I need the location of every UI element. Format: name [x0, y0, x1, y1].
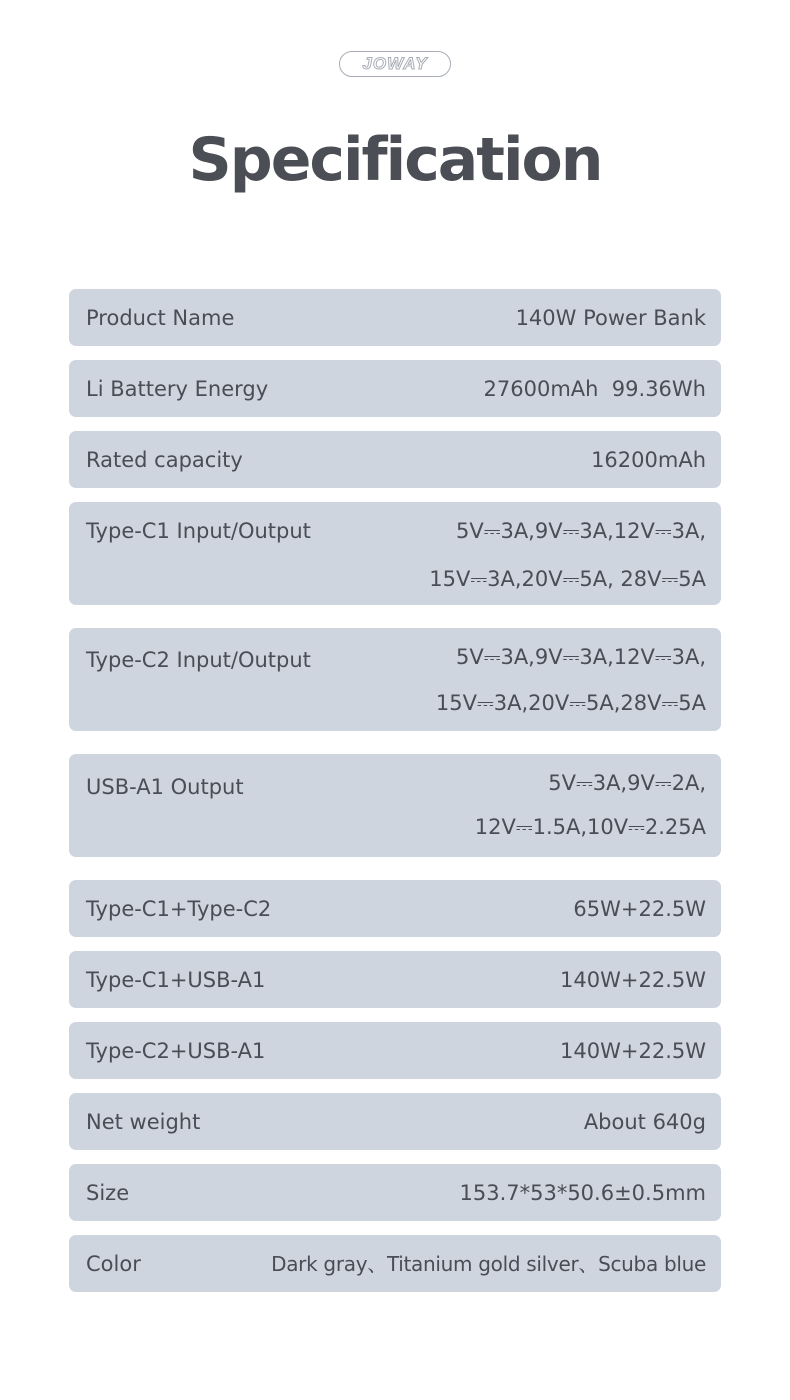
spec-label: Product Name	[86, 306, 235, 330]
spec-value-line: 65W+22.5W	[573, 897, 706, 921]
spec-label: Type-C2+USB-A1	[86, 1039, 266, 1063]
spec-row-usb-a1	[69, 754, 721, 857]
spec-value	[591, 431, 706, 489]
spec-value-line: 15V⎓3A,20V⎓5A, 28V⎓5A	[429, 567, 706, 591]
spec-row-c1-c2	[69, 880, 721, 937]
spec-label: Type-C1+Type-C2	[86, 897, 272, 921]
spec-value	[459, 1164, 706, 1222]
spec-label: Color	[86, 1252, 141, 1276]
spec-row-type-c1	[69, 502, 721, 605]
spec-value	[516, 289, 706, 347]
spec-label: Net weight	[86, 1110, 201, 1134]
spec-value	[584, 1093, 706, 1151]
spec-label: Type-C1+USB-A1	[86, 968, 266, 992]
spec-value	[271, 1235, 706, 1293]
spec-label: Li Battery Energy	[86, 377, 269, 401]
spec-value-line: 140W Power Bank	[515, 306, 706, 330]
spec-value-line: 27600mAh 99.36Wh	[483, 377, 706, 401]
spec-row-product-name	[69, 289, 721, 346]
spec-value	[429, 519, 706, 591]
spec-row-c2-usba1	[69, 1022, 721, 1079]
spec-value-line: 12V⎓1.5A,10V⎓2.25A	[474, 815, 706, 839]
spec-label: Type-C2 Input/Output	[86, 648, 311, 672]
spec-value-line: 140W+22.5W	[560, 1039, 706, 1063]
spec-value-line: 15V⎓3A,20V⎓5A,28V⎓5A	[435, 691, 706, 715]
brand-logo: JOWAY	[339, 51, 451, 77]
spec-value-line: About 640g	[583, 1110, 706, 1134]
spec-row-size	[69, 1164, 721, 1221]
spec-label: Rated capacity	[86, 448, 243, 472]
page-title: Specification	[188, 125, 602, 195]
spec-value	[560, 951, 706, 1009]
spec-value-line: Dark gray、Titanium gold silver、Scuba blue	[271, 1252, 706, 1276]
spec-label: Type-C1 Input/Output	[86, 519, 311, 543]
spec-value	[475, 771, 706, 839]
spec-value-line: 153.7*53*50.6±0.5mm	[459, 1181, 706, 1205]
spec-row-battery-energy	[69, 360, 721, 417]
spec-value-line: 5V⎓3A,9V⎓2A,	[548, 771, 706, 795]
spec-value-line: 5V⎓3A,9V⎓3A,12V⎓3A,	[455, 645, 706, 669]
spec-row-c1-usba1	[69, 951, 721, 1008]
spec-label: Size	[86, 1181, 130, 1205]
spec-row-net-weight	[69, 1093, 721, 1150]
spec-value-line: 140W+22.5W	[560, 968, 706, 992]
spec-row-color	[69, 1235, 721, 1292]
spec-value	[560, 1022, 706, 1080]
spec-row-type-c2	[69, 628, 721, 731]
spec-value	[484, 360, 706, 418]
spec-value	[573, 880, 706, 938]
spec-label: USB-A1 Output	[86, 775, 244, 799]
spec-value-line: 5V⎓3A,9V⎓3A,12V⎓3A,	[455, 519, 706, 543]
spec-row-rated-capacity	[69, 431, 721, 488]
spec-value	[436, 645, 706, 715]
spec-value-line: 16200mAh	[591, 448, 706, 472]
